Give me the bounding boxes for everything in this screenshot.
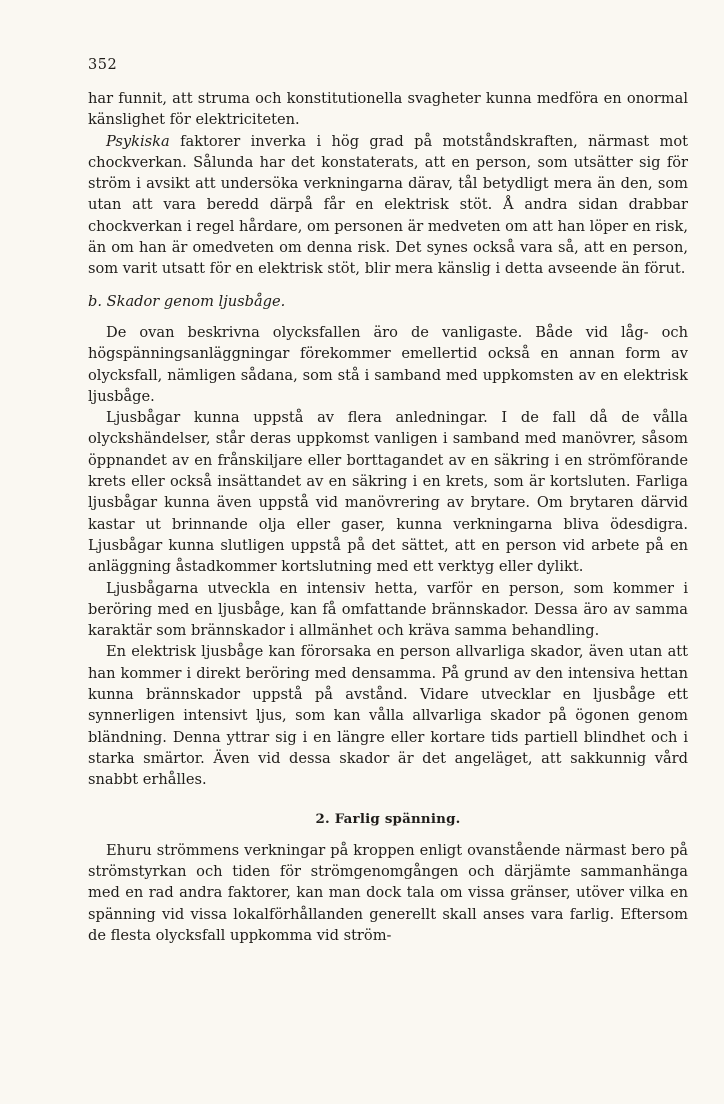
paragraph-ljusbagar: Ljusbågar kunna uppstå av flera anledningar. I de fall då de vålla olyckshändelser, står deras uppkomst vanligen i samband med manövrer, såsom öppnandet av en frånskiljare eller borttagandet av en säkring i en strömförande krets eller också insättandet av en säkring i en krets, som är kortsluten. Farliga ljusbågar kunna även uppstå vid manövrering av brytare. Om brytaren därvid kastar ut brinnande olja eller gaser, kunna verkningarna bliva ödesdigra. Ljusbågar kunna slutligen uppstå på det sättet, att en person vid arbete på en anläggning åstadkommer kortslutning med ett verktyg eller dylikt. [88, 409, 688, 576]
paragraph-farlig-spanning: Ehuru strömmens verkningar på kroppen enligt ovanstående närmast bero på strömstyrkan och tiden för strömgenomgången och därjämte sammanhänga med en rad andra faktorer, kan man dock tala om vissa gränser, utöver vilka en spänning vid vissa lokalförhållanden generellt skall anses vara farlig. Eftersom de flesta olycksfall uppkomma vid ström- [88, 841, 688, 944]
paragraph-olycksfall: De ovan beskrivna olycksfallen äro de vanligaste. Både vid låg- och högspänningsanläggningar förekommer emellertid också en annan form av olycksfall, nämligen sådana, som stå i samband med uppkomsten av en elektrisk ljusbåge. [88, 323, 688, 405]
paragraph-continuation: har funnit, att struma och konstitutionella svagheter kunna medföra en onormal känslighet för elektriciteten. [88, 90, 688, 129]
paragraph-skador: En elektrisk ljusbåge kan förorsaka en person allvarliga skador, även utan att han kommer i direkt beröring med densamma. På grund av den intensiva hettan kunna brännskador uppstå på avstånd. Vidare utvecklar en ljusbåge ett synnerligen intensivt ljus, som kan vålla allvarliga skador på ögonen genom bländning. Denna yttrar sig i en längre eller kortare tids partiell blindhet och i starka smärtor. Även vid dessa skador är det angeläget, att sakkunnig vård snabbt erhålles. [88, 643, 688, 789]
body-text [88, 88, 688, 946]
page-number: 352 [88, 57, 118, 73]
paragraph-psykiska [88, 131, 688, 280]
subsection-heading-b: b. Skador genom ljusbåge. [88, 292, 286, 310]
emphasis-psykiska: Psykiska [106, 132, 170, 150]
paragraph-psykiska-text: faktorer inverka i hög grad på motståndskraften, närmast mot chockverkan. Sålunda har det konstaterats, att en person, som utsätter sig för ström i avsikt att undersöka verkningarna därav, tål betydligt mera än den, som utan att vara beredd därpå får en elektrisk stöt. Å andra sidan drabbar chockverkan i regel hårdare, om personen är medveten om att han löper en risk, än om han är omedveten om denna risk. Det synes också vara så, att en person, som varit utsatt för en elektrisk stöt, blir mera känslig i detta avseende än förut. [88, 132, 688, 278]
section-heading-2: 2. Farlig spänning. [315, 810, 461, 827]
paragraph-hetta: Ljusbågarna utveckla en intensiv hetta, varför en person, som kommer i beröring med en ljusbåge, kan få omfattande brännskador. Dessa äro av samma karaktär som brännskador i allmänhet och kräva samma behandling. [88, 579, 688, 640]
